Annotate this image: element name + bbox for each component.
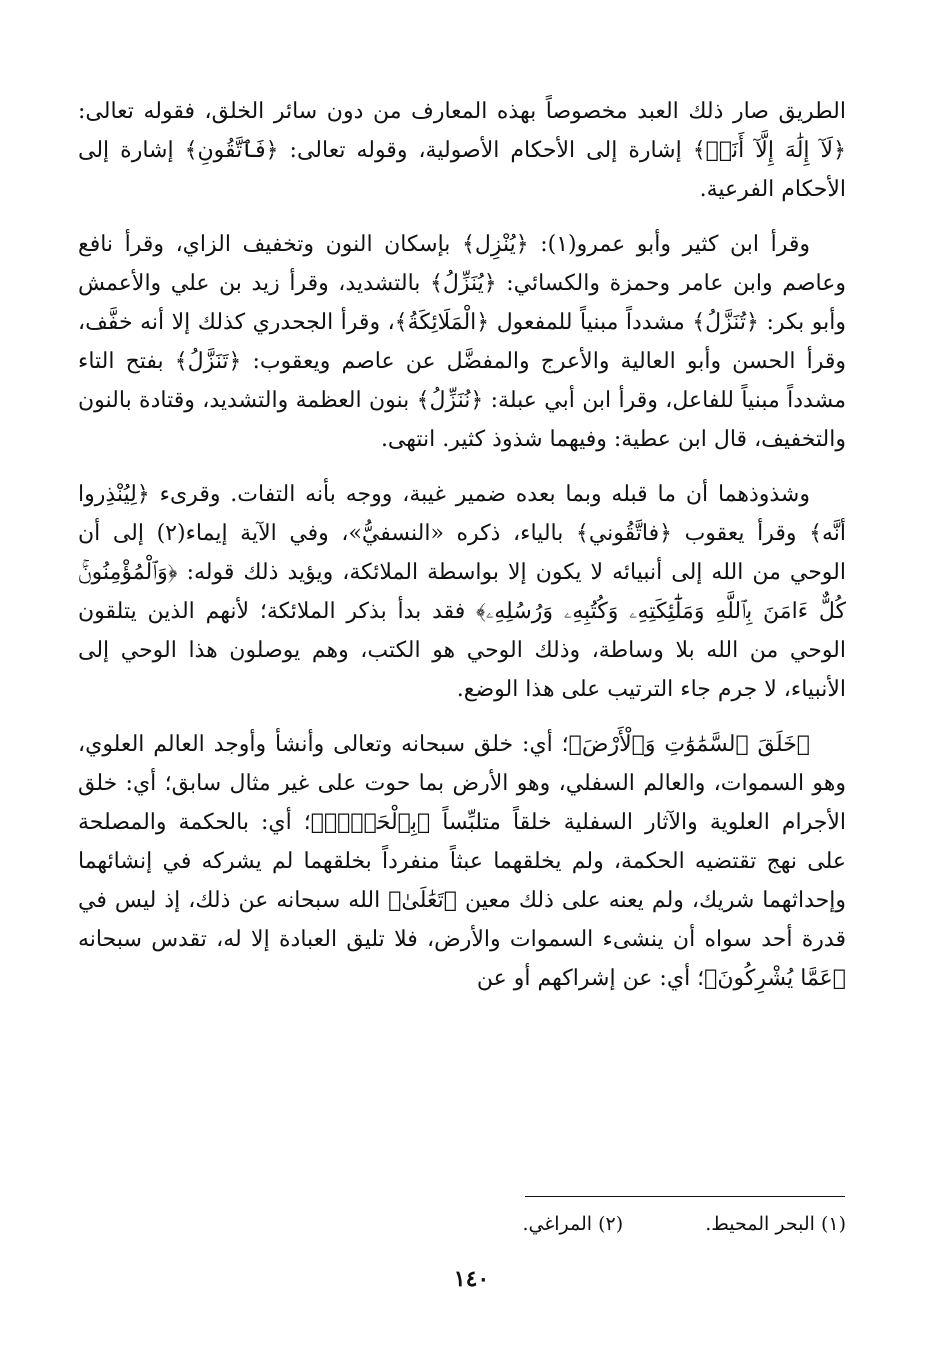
paragraph-3: وشذوذهما أن ما قبله وبما بعده ضمير غيبة، ووجه بأنه التفات. وقرىء ﴿لِيُنْذِروا أنَّه﴾ وقرأ يعقوب ﴿فاتَّقُوني﴾ بالياء، ذكره «النسفيُّ»، وفي الآية إيماء(٢) إلى أن الوحي من الله إلى أنبيائه لا يكون إلا بواسطة الملائكة، ويؤيد ذلك قوله: ﴿وَٱلْمُؤْمِنُونَۚ كُلٌّ ءَامَنَ بِٱللَّهِ وَمَلَٰٓئِكَتِهِۦ وَكُتُبِهِۦ وَرُسُلِهِۦ﴾ فقد بدأ بذكر الملائكة؛ لأنهم الذين يتلقون الوحي من الله بلا وساطة، وذلك الوحي هو الكتب، وهم يوصلون هذا الوحي إلى الأنبياء، لا جرم جاء الترتيب على هذا الوضع. [78,482,846,702]
page-number: ١٤٠ [453,1266,490,1292]
main-text [78,92,846,1014]
footnote-1: (١) البحر المحيط. [705,1213,846,1235]
footnote-2: (٢) المراغي. [522,1213,624,1235]
paragraph-1: الطريق صار ذلك العبد مخصوصاً بهذه المعارف من دون سائر الخلق، فقوله تعالى: ﴿لَآ إِلَٰهَ إِلَّآ أَنَا۠﴾ إشارة إلى الأحكام الأصولية، وقوله تعالى: ﴿فَٱتَّقُونِ﴾ إشارة إلى الأحكام الفرعية. [78,99,846,202]
footnotes [250,1210,846,1238]
paragraph-4: ﴿خَلَقَ ٱلسَّمَٰوَٰتِ وَٱلْأَرْضَ﴾؛ أي: خلق سبحانه وتعالى وأنشأ وأوجد العالم العلوي، وهو السموات، والعالم السفلي، وهو الأرض بما حوت على غير مثال سابق؛ أي: خلق الأجرام العلوية والآثار السفلية خلقاً متلبِّساً ﴿بِٱلْحَقِّۚ﴾؛ أي: بالحكمة والمصلحة على نهج تقتضيه الحكمة، ولم يخلقهما عبثاً منفرداً بخلقهما لم يشركه في إنشائهما وإحداثهما شريك، ولم يعنه على ذلك معين ﴿تَعَٰلَىٰ﴾ الله سبحانه عن ذلك، إذ ليس في قدرة أحد سواه أن ينشىء السموات والأرض، فلا تليق العبادة إلا له، تقدس سبحانه ﴿عَمَّا يُشْرِكُونَ﴾؛ أي: عن إشراكهم أو عن [78,732,846,991]
footnote-divider [525,1196,845,1197]
paragraph-2: وقرأ ابن كثير وأبو عمرو(١): ﴿يُنْزِل﴾ بإسكان النون وتخفيف الزاي، وقرأ نافع وعاصم وابن عامر وحمزة والكسائي: ﴿يُنَزِّلُ﴾ بالتشديد، وقرأ زيد بن علي والأعمش وأبو بكر: ﴿تُنَزَّلُ﴾ مشدداً مبنياً للمفعول ﴿الْمَلَائِكَةُ﴾، وقرأ الجحدري كذلك إلا أنه خفَّف، وقرأ الحسن وأبو العالية والأعرج والمفضَّل عن عاصم ويعقوب: ﴿تَنَزَّلُ﴾ بفتح التاء مشدداً مبنياً للفاعل، وقرأ ابن أبي عبلة: ﴿نُنَزِّلُ﴾ بنون العظمة والتشديد، وقتادة بالنون والتخفيف، قال ابن عطية: وفيهما شذوذ كثير. انتهى. [78,232,846,452]
